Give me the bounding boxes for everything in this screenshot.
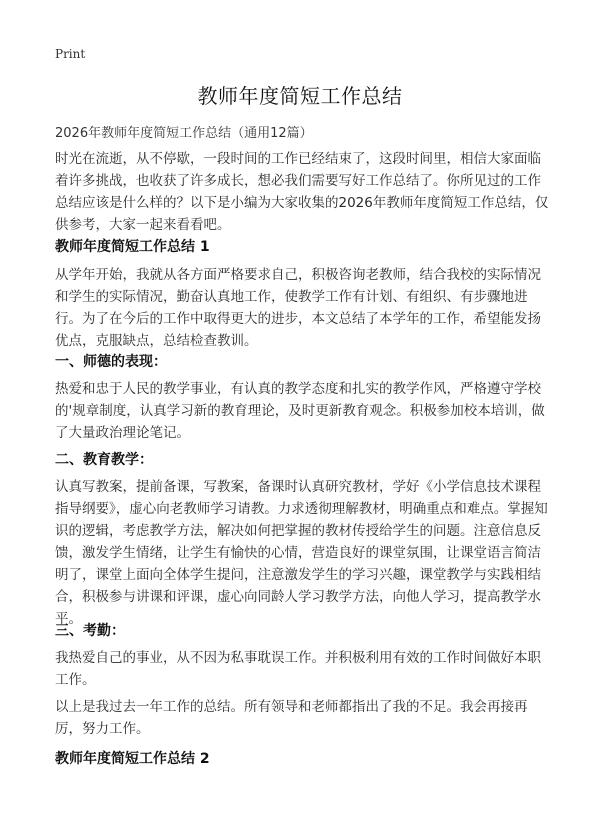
- section-paragraph: 认真写教案，提前备课，写教案，备课时认真研究教材，学好《小学信息技术课程指导纲要》，虚心向老教师学习请教。力求透彻理解教材，明确重点和难点。掌握知识的逻辑，考虑教学方法，解决如何把掌握的教材传授给学生的问题。注意信息反馈，激发学生情绪，让学生有愉快的心情，营造良好的课堂氛围，让课堂语言简洁明了，课堂上面向全体学生提问，注意激发学生的学习兴趣，课堂教学与实践相结合，积极参与讲课和评课，虚心向同龄人学习教学方法，向他人学习，提高教学水平。: [55, 479, 548, 627]
- section-heading: 教师年度简短工作总结 1: [55, 239, 210, 255]
- section-paragraph: 热爱和忠于人民的教学事业，有认真的教学态度和扎实的教学作风，严格遵守学校的'规章制度，认真学习新的教育理论，及时更新教育观念。积极参加校本培训，做了大量政治理论笔记。: [55, 381, 545, 441]
- section-paragraph: 从学年开始，我就从各方面严格要求自己，积极咨询老教师，结合我校的实际情况和学生的实际情况，勤奋认真地工作，使教学工作有计划、有组织、有步骤地进行。为了在今后的工作中取得更大的进步，本文总结了本学年的工作，希望能发扬优点，克服缺点，总结检查教训。: [55, 267, 541, 349]
- print-link[interactable]: Print: [55, 47, 86, 61]
- section-heading: 一、师德的表现：: [55, 354, 167, 370]
- section-paragraph: 我热爱自己的事业，从不因为私事耽误工作。并积极利用有效的工作时间做好本职工作。: [55, 650, 541, 688]
- intro-paragraph: 时光在流逝，从不停歇，一段时间的工作已经结束了，这段时间里，相信大家面临着许多挑战，也收获了许多成长，想必我们需要写好工作总结了。你所见过的工作总结应该是什么样的？以下是小编为大家收集的2026年教师年度简短工作总结，仅供参考，大家一起来看看吧。: [55, 151, 549, 233]
- section-heading: 教师年度简短工作总结 2: [55, 751, 210, 767]
- page-title: 教师年度简短工作总结: [197, 84, 403, 108]
- document-subtitle: 2026年教师年度简短工作总结（通用12篇）: [55, 126, 313, 141]
- closing-paragraph: 以上是我过去一年工作的总结。所有领导和老师都指出了我的不足。我会再接再厉，努力工作。: [55, 699, 528, 737]
- section-heading: 二、教育教学：: [55, 452, 153, 468]
- section-heading: 三、考勤：: [55, 623, 125, 639]
